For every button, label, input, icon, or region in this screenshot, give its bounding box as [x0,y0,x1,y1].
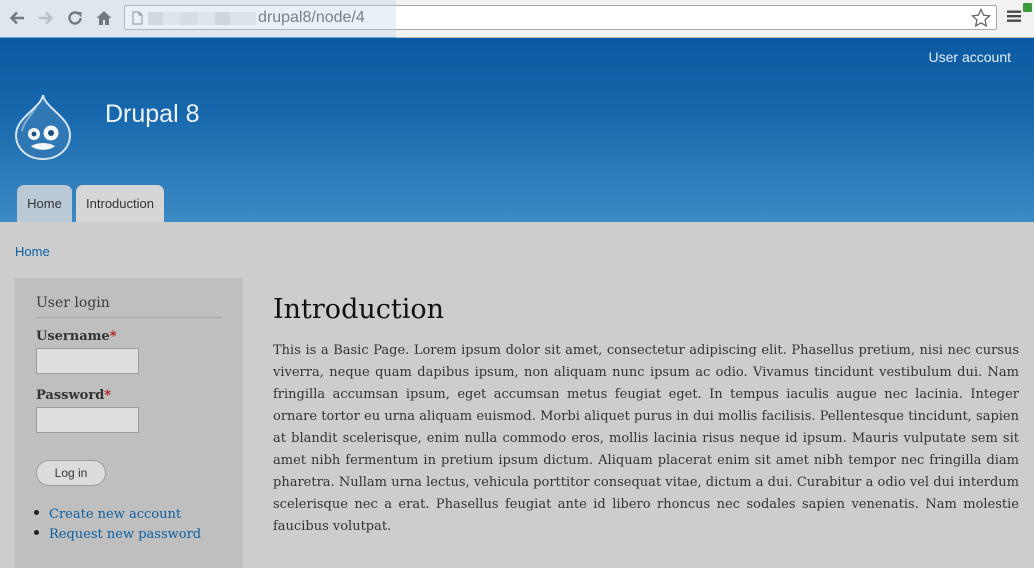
request-password-link[interactable]: Request new password [49,527,202,542]
site-name[interactable]: Drupal 8 [105,100,200,128]
drupal-logo[interactable] [12,93,74,165]
required-mark: * [104,388,112,403]
block-title: User login [36,295,110,311]
main-content [273,294,1019,538]
tab-home[interactable]: Home [17,185,72,222]
login-button[interactable]: Log in [36,460,106,486]
bullet-icon [34,530,39,535]
user-account-link[interactable]: User account [928,49,1011,65]
password-field[interactable] [36,407,139,433]
site-header [0,38,1034,222]
username-label: Username* [36,329,117,344]
create-account-link[interactable]: Create new account [49,507,182,522]
bullet-icon [34,510,39,515]
required-mark: * [109,329,117,344]
password-label: Password* [36,388,112,403]
user-login-block [15,278,243,568]
star-icon[interactable] [970,7,992,33]
block-divider [36,317,222,318]
breadcrumb-home[interactable]: Home [15,244,50,259]
tab-introduction[interactable]: Introduction [76,185,164,222]
page-title: Introduction [273,294,444,325]
login-links [34,503,201,543]
update-badge-icon [1023,3,1032,12]
list-item [34,503,201,523]
username-field[interactable] [36,348,139,374]
body-text: This is a Basic Page. Lorem ipsum dolor sit amet, consectetur adipiscing elit. Phasellus pretium, nisi nec cursus viverra, neque quam dapibus ipsum, non aliquam nunc ipsum ac odio. Vivamus tincidunt vestibulum dui. Nam fringilla accumsan ipsum, eget accumsan metus feugiat eget. In tempus iaculis augue nec lacinia. Integer ornare tortor eu urna aliquam euismod. Morbi aliquet purus in dui mollis facilisis. Pellentesque tincidunt, sapien at blandit scelerisque, enim nulla commodo eros, mollis lacinia risus neque id ipsum. Mauris vulputate sem sit amet nibh fermentum in pretium ipsum dictum. Aliquam placerat enim sit amet nibh tempor nec fringilla diam pharetra. Nullam urna lectus, vehicula porttitor consequat vitae, dictum a dui. Curabitur a odio vel dui interdum scelerisque nec a erat. Phasellus feugiat ante id libero rhoncus nec sodales sapien venenatis. Nam molestie faucibus volutpat. [273,343,1019,534]
url-text: drupal8/node/4 [258,9,365,26]
list-item [34,523,201,543]
